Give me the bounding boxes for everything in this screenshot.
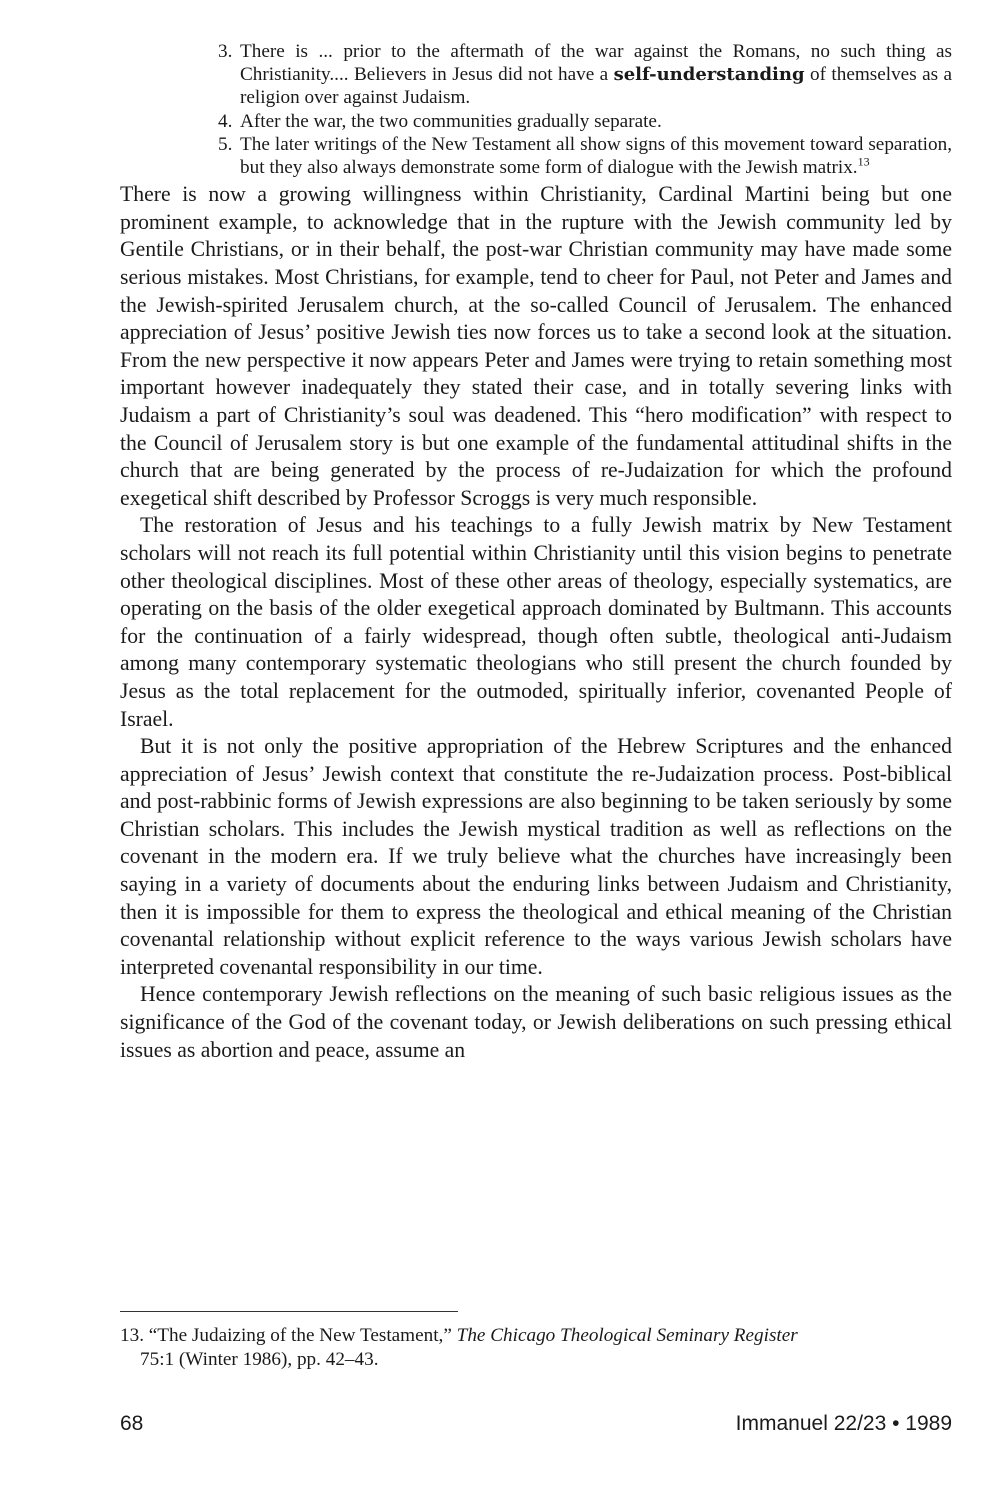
- footnote-number: 13.: [120, 1325, 144, 1346]
- list-item-text: The later writings of the New Testament all show signs of this movement toward separation, but they also always demonstrate some form of dialogue with the Jewish matrix.: [240, 133, 952, 179]
- list-item-number: 5.: [218, 133, 233, 155]
- footnote: [120, 1324, 952, 1372]
- footnote-article-title: “The Judaizing of the New Testament,”: [148, 1325, 452, 1346]
- list-item-number: 3.: [218, 41, 233, 62]
- list-item: [218, 40, 952, 110]
- paragraph: There is now a growing willingness within Christianity, Cardinal Martini being but one prominent example, to acknowledge that in the rupture with the Jewish community led by Gentile Christians, or in their behalf, the post-war Christian community may have made some serious mistakes. Most Christians, for example, tend to cheer for Paul, not Peter and James and the Jewish-spirited Jerusalem church, at the so-called Council of Jerusalem. The enhanced appreciation of Jesus’ positive Jewish ties now forces us to take a second look at the situation. From the new perspective it now appears Peter and James were trying to retain something most important however inadequately they stated their case, and in totally severing links with Judaism a part of Christianity’s soul was deadened. This “hero modification” with respect to the Council of Jerusalem story is but one example of the fundamental attitudinal shifts in the church that are being generated by the process of re-Judaization for which the profound exegetical shift described by Professor Scroggs is very much responsible.: [120, 182, 952, 510]
- list-item-text-continued: of themselves as a religion over against Judaism.: [240, 64, 952, 109]
- journal-issue: Immanuel 22/23 • 1989: [735, 1412, 952, 1435]
- paragraph: The restoration of Jesus and his teachings to a fully Jewish matrix by New Testament scholars will not reach its full potential within Christianity until this vision begins to penetrate other theological disciplines. Most of these other areas of theology, especially systematics, are operating on the basis of the older exegetical approach dominated by Bultmann. This accounts for the continuation of a fairly widespread, though often subtle, theological anti-Judaism among many contemporary systematic theologians who still present the church founded by Jesus as the total replacement for the outmoded, spiritually inferior, covenanted People of Israel.: [120, 513, 952, 731]
- footnote-reference[interactable]: 13: [857, 154, 870, 169]
- body-text: [120, 181, 952, 1064]
- footnote-citation: 75:1 (Winter 1986), pp. 42–43.: [140, 1349, 379, 1370]
- footnote-journal-title: The Chicago Theological Seminary Register: [456, 1325, 798, 1346]
- list-item: [218, 133, 952, 179]
- paragraph: But it is not only the positive appropriation of the Hebrew Scriptures and the enhanced appreciation of Jesus’ Jewish context that constitute the re-Judaization process. Post-biblical and post-rabbinic forms of Jewish expressions are also beginning to be taken seriously by some Christian scholars. This includes the Jewish mystical tradition as well as reflections on the covenant in the modern era. If we truly believe what the churches have increasingly been saying in a variety of documents about the enduring links between Judaism and Christianity, then it is impossible for them to express the theological and ethical meaning of the Christian covenantal relationship without explicit reference to the ways various Jewish scholars have interpreted covenantal responsibility in our time.: [120, 734, 952, 979]
- list-item-number: 4.: [218, 110, 233, 132]
- list-item: [218, 110, 952, 133]
- list-item-bold-term: self-understanding: [613, 64, 805, 86]
- numbered-quote-list: [218, 40, 952, 179]
- footnote-divider: [120, 1311, 458, 1312]
- page-content: [120, 40, 952, 1064]
- list-item-text: After the war, the two communities gradually separate.: [240, 110, 662, 132]
- list-item-text: There is ... prior to the aftermath of the war against the Romans, no such thing as Christianity.... Believers in Jesus did not have a: [240, 41, 952, 86]
- footnote-line: [120, 1324, 952, 1348]
- paragraph: Hence contemporary Jewish reflections on the meaning of such basic religious issues as the significance of the God of the covenant today, or Jewish deliberations on such pressing ethical issues as abortion and peace, assume an: [120, 982, 952, 1062]
- page-number: 68: [120, 1412, 144, 1435]
- page-footer: [120, 1412, 952, 1436]
